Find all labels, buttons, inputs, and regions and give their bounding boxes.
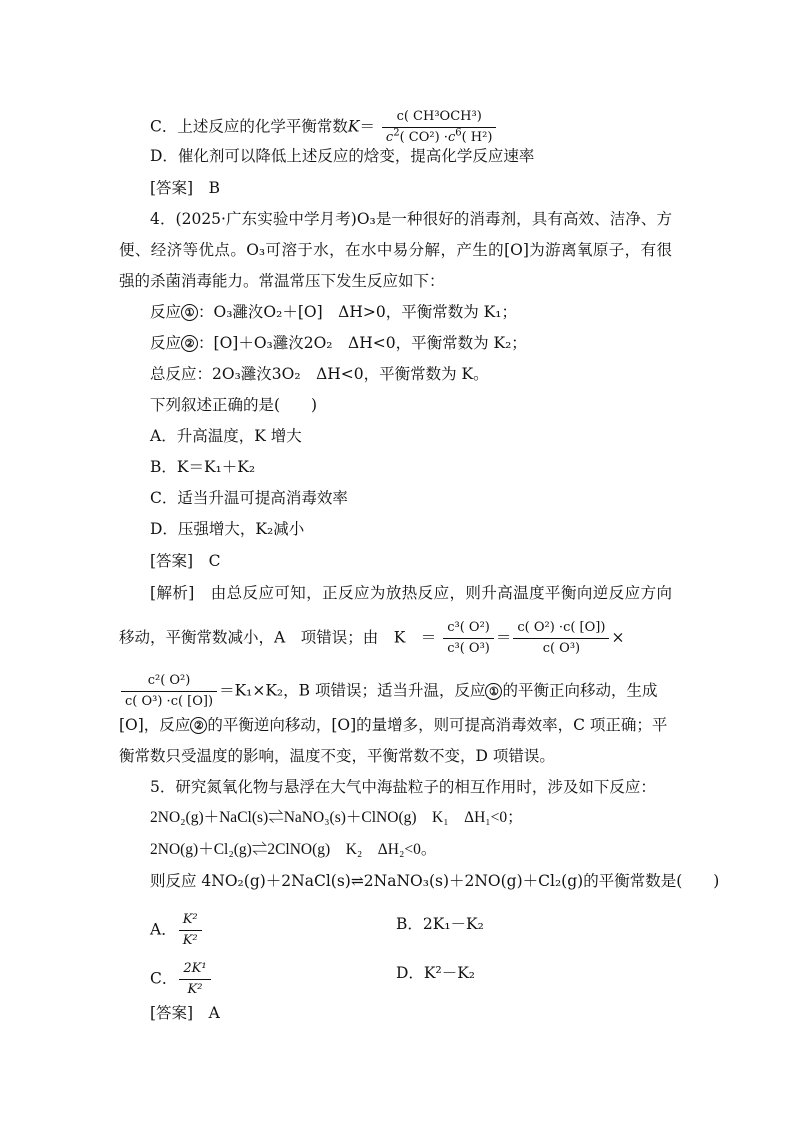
q5-stem: 5．研究氮氧化物与悬浮在大气中海盐粒子的相互作用时，涉及如下反应： xyxy=(150,778,656,796)
q4-r1-label: 反应 xyxy=(150,303,182,321)
exp-times: × xyxy=(611,628,625,647)
exp-fraction-3-num: c²( O²) xyxy=(121,673,217,692)
q4-option-c: C．适当升温可提高消毒效率 xyxy=(150,489,348,507)
q3-option-c-fraction xyxy=(382,109,497,146)
q4-explanation-line2 xyxy=(119,620,624,657)
exp-line4-text-b: 的平衡逆向移动，[O]的量增多，则可提高消毒效率，C 项正确；平 xyxy=(207,716,668,734)
q5-option-d: D．K²－K₂ xyxy=(396,964,476,982)
q3-answer xyxy=(150,178,220,198)
exp-line4-text-a: [O]，反应 xyxy=(119,716,191,734)
q5-reaction-1: 2NO₂(g)＋NaCl(s)⇌NaNO₃(s)＋ClNO(g) K₁ ΔH₁<0； xyxy=(150,809,523,826)
q5-option-c-num: 2K¹ xyxy=(179,961,210,980)
exp-fraction-1 xyxy=(443,620,494,657)
den-c2: c xyxy=(447,130,456,145)
q4-option-b: B．K＝K₁＋K₂ xyxy=(150,458,256,476)
q3-option-d: D．催化剂可以降低上述反应的焓变，提高化学反应速率 xyxy=(150,147,535,165)
q4-r2-label: 反应 xyxy=(150,334,182,352)
exp-eq: ＝ xyxy=(495,628,512,647)
q5-option-a-fraction xyxy=(179,912,202,949)
den-exp2: 6 xyxy=(455,127,462,139)
circle-2-icon: ② xyxy=(190,717,207,734)
q5-reaction-2: 2NO(g)＋Cl₂(g)⇌2ClNO(g) K₂ ΔH₂<0。 xyxy=(150,841,437,858)
q4-explanation-line1: [解析] 由总反应可知，正反应为放热反应，则升高温度平衡向逆反应方向 xyxy=(150,584,672,602)
q3-answer-label: [答案] xyxy=(150,179,194,197)
q4-stem-line3: 强的杀菌消毒能力。常温常压下发生反应如下： xyxy=(119,272,445,290)
q4-r1-text: ：O₃灉㳊O₂＋[O] ΔH>0，平衡常数为 K₁； xyxy=(198,303,517,321)
q4-answer xyxy=(150,551,221,571)
den-co2: ( CO²) · xyxy=(399,130,448,145)
q5-option-c-label: C． xyxy=(150,969,178,988)
q4-reaction-total: 总反应：2O₃灉㳊3O₂ ΔH<0，平衡常数为 K。 xyxy=(150,365,489,383)
q4-option-d: D．压强增大，K₂减小 xyxy=(150,520,305,538)
q5-answer xyxy=(150,1003,220,1023)
q3-option-c-k: K xyxy=(347,117,360,136)
q5-option-a-num: K² xyxy=(179,912,202,931)
q3-option-c-denominator xyxy=(382,128,497,146)
q4-explanation-line3 xyxy=(119,673,657,710)
q5-option-a xyxy=(150,912,204,949)
exp-line3-text-b: 的平衡正向移动，生成 xyxy=(502,681,658,700)
exp-line2-text: 移动，平衡常数减小，A 项错误；由 K ＝ xyxy=(119,628,437,647)
q4-stem-line1: 4．(2025·广东实验中学月考)O₃是一种很好的消毒剂，具有高效、洁净、方 xyxy=(150,210,672,228)
q5-answer-value: A xyxy=(208,1004,220,1022)
circle-1-icon: ① xyxy=(181,304,198,321)
circle-1-icon: ① xyxy=(485,683,502,700)
exp-fraction-2-num: c( O²) ·c( [O]) xyxy=(513,620,609,639)
q4-reaction-1 xyxy=(150,302,517,322)
den-exp1: 2 xyxy=(393,127,400,139)
q3-option-c xyxy=(150,109,498,146)
q5-option-a-den: K² xyxy=(182,933,198,948)
q3-option-c-text: C．上述反应的化学平衡常数 xyxy=(150,117,348,136)
q4-explanation-line5: 衡常数只受温度的影响，温度不变，平衡常数不变，D 项错误。 xyxy=(119,747,555,765)
q5-option-c xyxy=(150,961,213,998)
exp-fraction-2 xyxy=(513,620,609,657)
q4-reaction-2 xyxy=(150,333,527,353)
den-h2: ( H²) xyxy=(461,130,493,145)
exp-fraction-2-den: c( O³) xyxy=(542,641,581,656)
q3-option-c-numerator: c( CH³OCH³) xyxy=(382,109,497,128)
exp-line3-text-a: ＝K₁×K₂，B 项错误；适当升温，反应 xyxy=(219,681,486,700)
exp-fraction-1-den: c³( O³) xyxy=(447,641,490,656)
exp-fraction-1-num: c³( O²) xyxy=(443,620,494,639)
den-c1: c xyxy=(385,130,394,145)
q4-stem-line2: 便、经济等优点。O₃可溶于水，在水中易分解，产生的[O]为游离氧原子，有很 xyxy=(119,241,672,259)
q5-option-c-fraction xyxy=(179,961,210,998)
q5-answer-label: [答案] xyxy=(150,1004,194,1022)
q5-option-c-den: K² xyxy=(187,982,203,997)
q4-question: 下列叙述正确的是( ) xyxy=(150,396,318,414)
q5-option-a-label: A． xyxy=(150,920,177,939)
q4-r2-text: ：[O]＋O₃灉㳊2O₂ ΔH<0，平衡常数为 K₂； xyxy=(198,334,527,352)
q4-answer-label: [答案] xyxy=(150,552,194,570)
q4-explanation-line4 xyxy=(119,715,667,735)
q3-option-c-eq: ＝ xyxy=(359,117,375,136)
exp-fraction-3 xyxy=(121,673,217,710)
q4-option-a: A．升高温度，K 增大 xyxy=(150,427,302,445)
q5-question: 则反应 4NO₂(g)＋2NaCl(s)⇌2NaNO₃(s)＋2NO(g)＋Cl₂(g)的平衡常数是( ) xyxy=(150,872,720,890)
exp-fraction-3-den: c( O³) ·c( [O]) xyxy=(125,694,214,709)
q5-option-b: B．2K₁－K₂ xyxy=(396,915,484,933)
circle-2-icon: ② xyxy=(181,335,198,352)
q4-answer-value: C xyxy=(208,552,221,570)
q3-answer-value: B xyxy=(208,179,221,197)
